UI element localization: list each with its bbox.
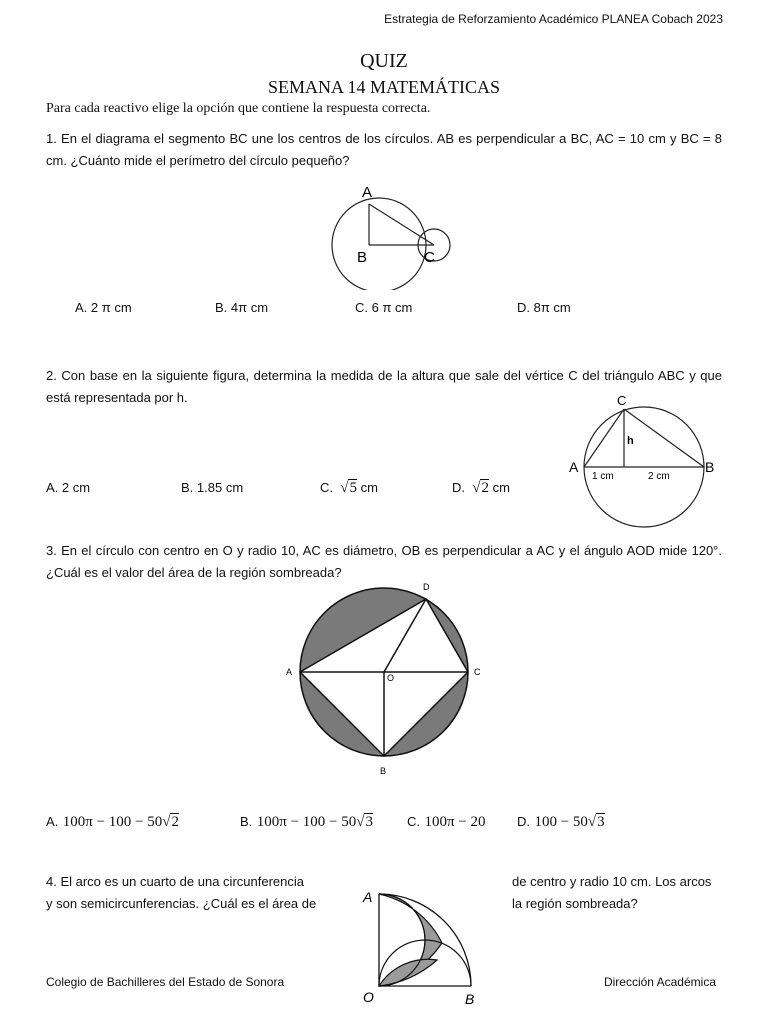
page-subtitle: SEMANA 14 MATEMÁTICAS	[267, 77, 501, 97]
q3-label-o: O	[387, 673, 395, 683]
q3-label-a: A	[286, 667, 293, 677]
q4-label-b: B	[465, 991, 475, 1007]
q4-shaded-region-lower	[379, 959, 437, 986]
q1-label-b: B	[357, 249, 368, 266]
q1-segment-ac	[369, 204, 434, 245]
q2-segment-bc	[624, 409, 704, 467]
instructions: Para cada reactivo elige la opción que contiene la respuesta correcta.	[46, 101, 431, 116]
q2-label-b: B	[705, 459, 715, 475]
q3-label-d: D	[423, 582, 430, 592]
q3-option-c[interactable]: C. 100π − 20	[407, 814, 486, 830]
q2-label-a: A	[569, 459, 579, 475]
q1-label-a: A	[362, 184, 373, 201]
q1-diagram	[310, 178, 460, 290]
q1-option-a[interactable]: A. 2 π cm	[75, 300, 132, 315]
q3-option-a[interactable]: A. 100π − 100 − 50√2	[46, 814, 179, 830]
q4-diagram	[355, 880, 495, 1024]
q4-text-right-1: de centro y radio 10 cm. Los arcos	[512, 874, 712, 889]
q1-option-c[interactable]: C. 6 π cm	[355, 300, 413, 315]
q2-option-a[interactable]: A. 2 cm	[46, 480, 91, 495]
question-2-text: 2. Con base en la siguiente figura, determina la medida de la altura que sale del vértice C del triángulo ABC y que está representada por h.	[46, 368, 722, 405]
footer-right: Dirección Académica	[603, 975, 716, 989]
q2-label-2cm: 2 cm	[648, 471, 670, 482]
q3-label-b: B	[380, 766, 387, 776]
q2-option-b[interactable]: B. 1.85 cm	[181, 480, 244, 495]
q3-diagram	[280, 580, 490, 780]
q2-label-c: C	[617, 393, 627, 408]
q1-option-b[interactable]: B. 4π cm	[215, 300, 269, 315]
page-header: Estrategia de Reforzamiento Académico PLANEA Cobach 2023	[384, 12, 723, 26]
q4-text-left-2: y son semicircunferencias. ¿Cuál es el área de	[46, 896, 317, 911]
q2-label-h: h	[627, 435, 634, 447]
question-3-text: 3. En el círculo con centro en O y radio 10, AC es diámetro, OB es perpendicular a AC y el ángulo AOD mide 120°. ¿Cuál es el valor del área de la región sombreada?	[46, 543, 722, 580]
question-1-text: 1. En el diagrama el segmento BC une los centros de los círculos. AB es perpendicular a BC, AC = 10 cm y BC = 8 cm. ¿Cuánto mide el perímetro del círculo pequeño?	[46, 131, 722, 168]
q2-segment-ac	[584, 409, 624, 467]
q2-label-1cm: 1 cm	[592, 471, 614, 482]
q1-big-circle	[332, 198, 426, 290]
q4-label-o: O	[363, 989, 374, 1005]
q3-option-b[interactable]: B. 100π − 100 − 50√3	[240, 814, 373, 830]
q1-option-d[interactable]: D. 8π cm	[517, 300, 571, 315]
q2-option-d[interactable]: D. √2 cm	[452, 480, 510, 496]
q3-label-c: C	[474, 667, 481, 677]
q4-text-left-1: 4. El arco es un cuarto de una circunferencia	[46, 874, 304, 889]
q2-diagram	[563, 392, 723, 532]
q2-option-c[interactable]: C. √5 cm	[320, 480, 378, 496]
q3-option-d[interactable]: D. 100 − 50√3	[517, 814, 605, 830]
footer-left: Colegio de Bachilleres del Estado de Sonora	[46, 975, 285, 989]
page-title: QUIZ	[360, 50, 408, 72]
q4-text-right-2: la región sombreada?	[512, 896, 638, 911]
q1-label-c: C	[424, 249, 435, 266]
q4-label-a: A	[363, 889, 373, 905]
